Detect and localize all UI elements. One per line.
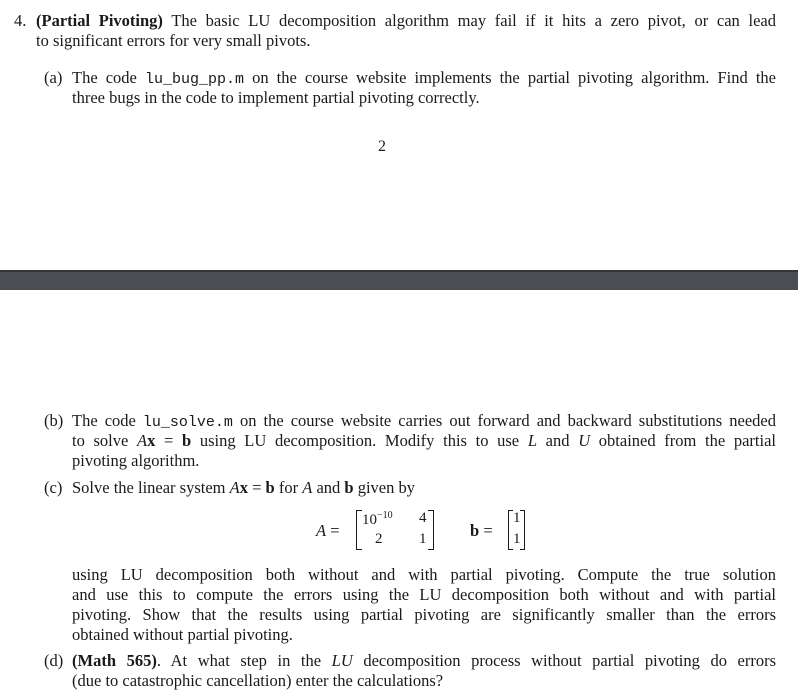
matrix-A-a12: 4 — [419, 510, 427, 526]
part-b-label: (b) — [44, 411, 64, 430]
part-b-line1: The code lu_solve.m on the course website carries out forward and backward substitutions needed — [72, 411, 776, 431]
page-divider — [0, 270, 798, 290]
code-filename-lu-solve: lu_solve.m — [142, 414, 233, 431]
vector-b-right-bracket — [520, 510, 525, 550]
part-a-line1: The code lu_bug_pp.m on the course website implements the partial pivoting algorithm. Find the — [72, 68, 776, 88]
part-a-line2: three bugs in the code to implement partial pivoting correctly. — [72, 88, 480, 107]
problem-title: (Partial Pivoting) — [36, 11, 163, 30]
problem-number: 4. — [14, 11, 27, 30]
part-c-line3: and use this to compute the errors using the LU decomposition both without and with partial — [72, 585, 776, 604]
problem-intro-line2: to significant errors for very small pivots. — [36, 31, 311, 50]
matrix-A-label: A = — [316, 521, 340, 540]
part-b-line2: to solve Ax = b using LU decomposition. Modify this to use L and U obtained from the partial — [72, 431, 776, 450]
part-c-line5: obtained without partial pivoting. — [72, 625, 293, 644]
vector-b-label: b = — [470, 521, 493, 540]
part-d-label: (d) — [44, 651, 64, 670]
matrix-A-a22: 1 — [419, 531, 427, 547]
part-d-line2: (due to catastrophic cancellation) enter the calculations? — [72, 671, 444, 690]
part-c-label: (c) — [44, 478, 63, 497]
vector-b-2: 1 — [513, 531, 521, 547]
part-b-line3: pivoting algorithm. — [72, 451, 200, 470]
part-c-line2: using LU decomposition both without and with partial pivoting. Compute the true solution — [72, 565, 776, 584]
math-565-tag: (Math 565) — [72, 651, 157, 670]
page-number: 2 — [378, 138, 386, 155]
matrix-A-a11: $10^{-10}$ — [362, 510, 393, 528]
matrix-A-right-bracket — [428, 510, 434, 550]
code-filename-lu-bug-pp: lu_bug_pp.m — [144, 71, 244, 88]
part-d-line1: (Math 565). At what step in the LU decomposition process without partial pivoting do errors — [72, 651, 777, 670]
part-c-line1: Solve the linear system Ax = b for A and b given by — [72, 478, 416, 497]
vector-b-1: 1 — [513, 510, 521, 526]
part-a-label: (a) — [44, 68, 63, 87]
part-c-line4: pivoting. Show that the results using partial pivoting are significantly smaller than the errors — [72, 605, 776, 624]
page-divider-edge — [0, 270, 798, 272]
problem-intro-line1: (Partial Pivoting) The basic LU decomposition algorithm may fail if it hits a zero pivot, or can lead — [36, 11, 776, 30]
matrix-A-a21: 2 — [375, 531, 383, 547]
